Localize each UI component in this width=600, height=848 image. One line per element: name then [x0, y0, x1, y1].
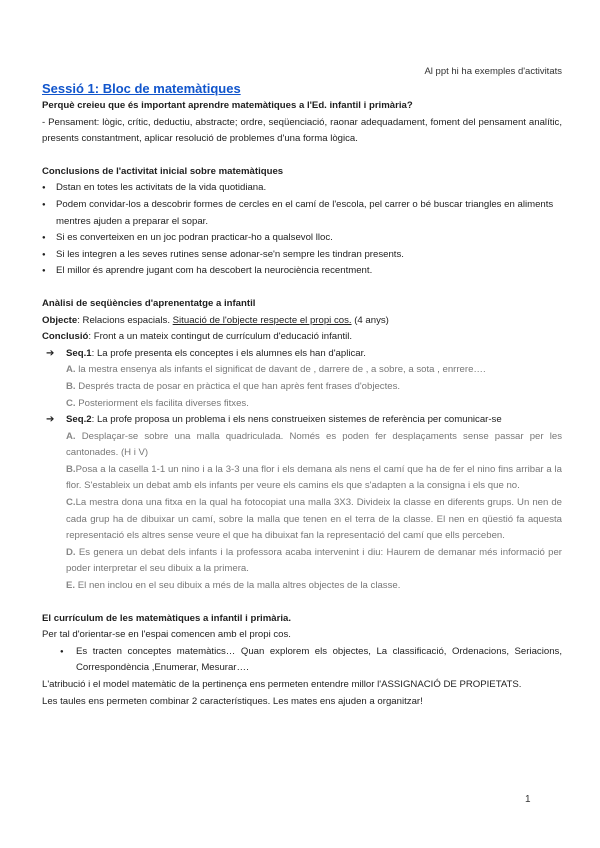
objecte-suffix: (4 anys): [351, 314, 389, 326]
header-note: Al ppt hi ha exemples d'activitats: [424, 66, 562, 77]
curriculum-paragraph-2: Les taules ens permeten combinar 2 característiques. Les mates ens ajuden a organitzar!: [42, 695, 423, 707]
list-item: ● Si es converteixen en un joc podran practicar-ho a qualsevol lloc.: [42, 230, 562, 247]
curriculum-intro: Per tal d'orientar-se en l'espai comencen amb el propi cos.: [42, 629, 291, 641]
list-item: ● Es tracten conceptes matemàtics… Quan explorem els objectes, La classificació, Ordenacions, Seriacions, Correspondència ,Enumerar, Mesurar….: [42, 644, 562, 677]
conclusio-line: [42, 329, 562, 346]
objecte-line: [42, 313, 562, 330]
list-item: B.Posa a la casella 1-1 un nino i a la 3-3 una flor i els demana als nens el camí que ha de fer el nino fins arribar a la flor. S'estableix un debat amb els infants per veure els camins els que s'adapten a la consigna i els que no.: [66, 463, 562, 492]
arrow-right-icon: ➔: [46, 347, 55, 359]
seq2-label: Seq.2: [66, 414, 92, 426]
conclusions-heading: Conclusions de l'activitat inicial sobre matemàtiques: [42, 165, 284, 177]
list-item: ● El millor és aprendre jugant com ha descobert la neurociència recentment.: [42, 263, 562, 280]
objecte-underlined: Situació de l'objecte respecte el propi cos.: [172, 314, 352, 326]
curriculum-list: [42, 644, 562, 677]
objecte-label: Objecte: [42, 314, 78, 326]
page-content: [42, 80, 562, 710]
list-item: A. la mestra ensenya als infants el significat de davant de , darrere de , a sobre, a sota , enrrere….: [66, 364, 486, 376]
list-item: C.La mestra dona una fitxa en la qual ha fotocopiat una malla 3X3. Divideix la classe en diferents grups. Un nen de cada grup ha de dibuixar un camí, sobre la malla que tenen en el terra de la classe. El nen en qüestió fa aquesta representació els altres sense veure el que ha dibuixat fan la representació del camí que ells perceben.: [66, 497, 562, 542]
seq1-steps: [42, 362, 562, 412]
list-item: ● Dstan en totes les activitats de la vida quotidiana.: [42, 180, 562, 197]
list-item: ● Si les integren a les seves rutines sense adonar-se'n sempre les tindran presents.: [42, 247, 562, 264]
seq1-item: [42, 346, 562, 363]
seq2-item: [42, 412, 562, 429]
arrow-right-icon: ➔: [46, 414, 55, 426]
conclusio-label: Conclusió: [42, 331, 89, 343]
list-item: E. El nen inclou en el seu dibuix a més de la malla altres objectes de la classe.: [66, 580, 401, 592]
list-item: ● Podem convidar-los a descobrir formes de cercles en el camí de l'escola, pel carrer o bé buscar triangles en aliments mentres ajuden a preparar el sopar.: [42, 197, 562, 230]
session-title: Sessió 1: Bloc de matemàtiques: [42, 81, 241, 96]
seq2-steps: [42, 429, 562, 595]
seq1-text: : La profe presenta els conceptes i els alumnes els han d'aplicar.: [91, 347, 366, 359]
list-item: A. Desplaçar-se sobre una malla quadriculada. Només es poden fer desplaçaments sense passar per les cantonades. (H i V): [66, 430, 562, 459]
curriculum-paragraph-1: L'atribució i el model matemàtic de la pertinença ens permeten entendre millor l'ASSIGNACIÓ DE PROPIETATS.: [42, 679, 522, 690]
question-heading: Perquè creieu que és important aprendre matemàtiques a l'Ed. infantil i primària?: [42, 100, 413, 111]
conclusions-list: [42, 180, 562, 280]
curriculum-heading: El currículum de les matemàtiques a infantil i primària.: [42, 612, 291, 624]
objecte-text: : Relacions espacials.: [77, 314, 173, 326]
list-item: D. Es genera un debat dels infants i la professora acaba intervenint i diu: Haurem de demanar més informació per poder interpretar el seu dibuix a la primera.: [66, 546, 562, 575]
question-answer: - Pensament: lògic, crític, deductiu, abstracte; ordre, seqüenciació, raonar adequadament, foment del pensament analític, presents constantment, aplicar resolució de problemes d'una forma lògica.: [42, 116, 562, 145]
seq2-text: : La profe proposa un problema i els nens construeixen sistemes de referència per comunicar-se: [91, 414, 502, 426]
seq1-label: Seq.1: [66, 347, 92, 359]
list-item: C. Posteriorment els facilita diverses fitxes.: [66, 397, 249, 409]
analysis-heading: Anàlisi de seqüències d'aprenentatge a infantil: [42, 297, 256, 309]
conclusio-text: : Front a un mateix contingut de currículum d'educació infantil.: [88, 331, 353, 343]
page-number: 1: [525, 794, 531, 805]
list-item: B. Després tracta de posar en pràctica el que han après fent frases d'objectes.: [66, 380, 401, 392]
